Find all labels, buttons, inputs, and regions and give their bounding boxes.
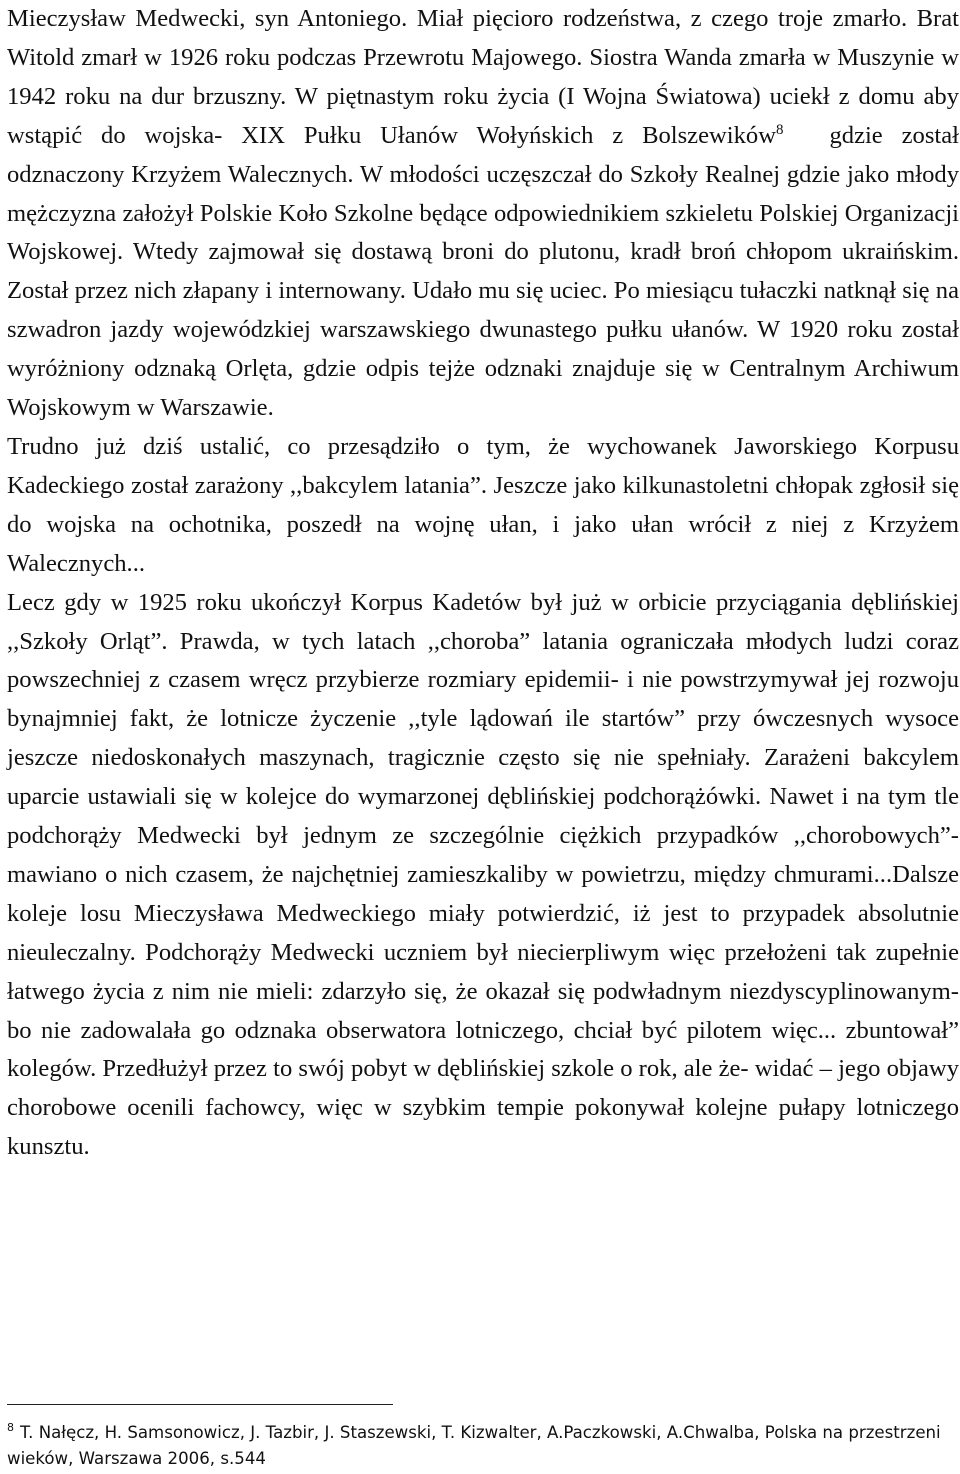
body-text	[7, 0, 959, 1167]
footnote-reference[interactable]: 8	[775, 121, 784, 138]
document-page	[7, 0, 959, 1167]
footnote-text: T. Nałęcz, H. Samsonowicz, J. Tazbir, J. Staszewski, T. Kizwalter, A.Paczkowski, A.Chwalba, Polska na przestrzeni wieków, Warszawa 2006, s.544	[7, 1423, 941, 1468]
footnote	[7, 1420, 947, 1471]
footnote-separator	[7, 1404, 393, 1405]
paragraph-3: Lecz gdy w 1925 roku ukończył Korpus Kadetów był już w orbicie przyciągania dęblińskiej ,,Szkoły Orląt”. Prawda, w tych latach ,,choroba” latania ograniczała młodych ludzi coraz powszechniej z czasem wręcz przybierze rozmiary epidemii- i nie powstrzymywał jej rozwoju bynajmniej fakt, że lotnicze życzenie ,,tyle lądowań ile startów” przy ówczesnych wysoce jeszcze niedoskonałych maszynach, tragicznie często się nie spełniały. Zarażeni bakcylem uparcie ustawiali się w kolejce do wymarzonej dęblińskiej podchorążówki. Nawet i na tym tle podchorąży Medwecki był jednym ze szczególnie ciężkich przypadków ,,chorobowych”- mawiano o nich czasem, że najchętniej zamieszkaliby w powietrzu, między chmurami...Dalsze koleje losu Mieczysława Medweckiego miały potwierdzić, iż jest to przypadek absolutnie nieuleczalny. Podchorąży Medwecki uczniem był niecierpliwym więc przełożeni tak zupełnie łatwego życia z nim nie mieli: zdarzyło się, że okazał się podwładnym niezdyscyplinowanym- bo nie zadowalała go odznaka obserwatora lotniczego, chciał być pilotem więc... zbuntował” kolegów. Przedłużył przez to swój pobyt w dęblińskiej szkole o rok, ale że- widać – jego objawy chorobowe ocenili fachowcy, więc w szybkim tempie pokonywał kolejne pułapy lotniczego kunsztu.	[7, 588, 959, 1161]
paragraph-1-text-after-footnote: gdzie został odznaczony Krzyżem Walecznych. W młodości uczęszczał do Szkoły Realnej gdzie jako młody mężczyzna założył Polskie Koło Szkolne będące odpowiednikiem szkieletu Polskiej Organizacji Wojskowej. Wtedy zajmował się dostawą broni do plutonu, kradł broń chłopom ukraińskim. Został przez nich złapany i internowany. Udało mu się uciec. Po miesiącu tułaczki natknął się na szwadron jazdy wojewódzkiej warszawskiego dwunastego pułku ułanów. W 1920 roku został wyróżniony odznaką Orlęta, gdzie odpis tejże odznaki znajduje się w Centralnym Archiwum Wojskowym w Warszawie.	[7, 121, 959, 422]
paragraph-2: Trudno już dziś ustalić, co przesądziło o tym, że wychowanek Jaworskiego Korpusu Kadeckiego został zarażony ,,bakcylem latania”. Jeszcze jako kilkunastoletni chłopak zgłosił się do wojska na ochotnika, poszedł na wojnę ułan, i jako ułan wrócił z niej z Krzyżem Walecznych...	[7, 432, 959, 577]
paragraph-1	[7, 0, 959, 428]
footnote-mark: 8	[7, 1421, 14, 1435]
paragraph-1-text-before-footnote: Mieczysław Medwecki, syn Antoniego. Miał pięcioro rodzeństwa, z czego troje zmarło. Brat Witold zmarł w 1926 roku podczas Przewrotu Majowego. Siostra Wanda zmarła w Muszynie w 1942 roku na dur brzuszny. W piętnastym roku życia (I Wojna Światowa) uciekł z domu aby wstąpić do wojska- XIX Pułku Ułanów Wołyńskich z Bolszewików	[7, 5, 959, 149]
